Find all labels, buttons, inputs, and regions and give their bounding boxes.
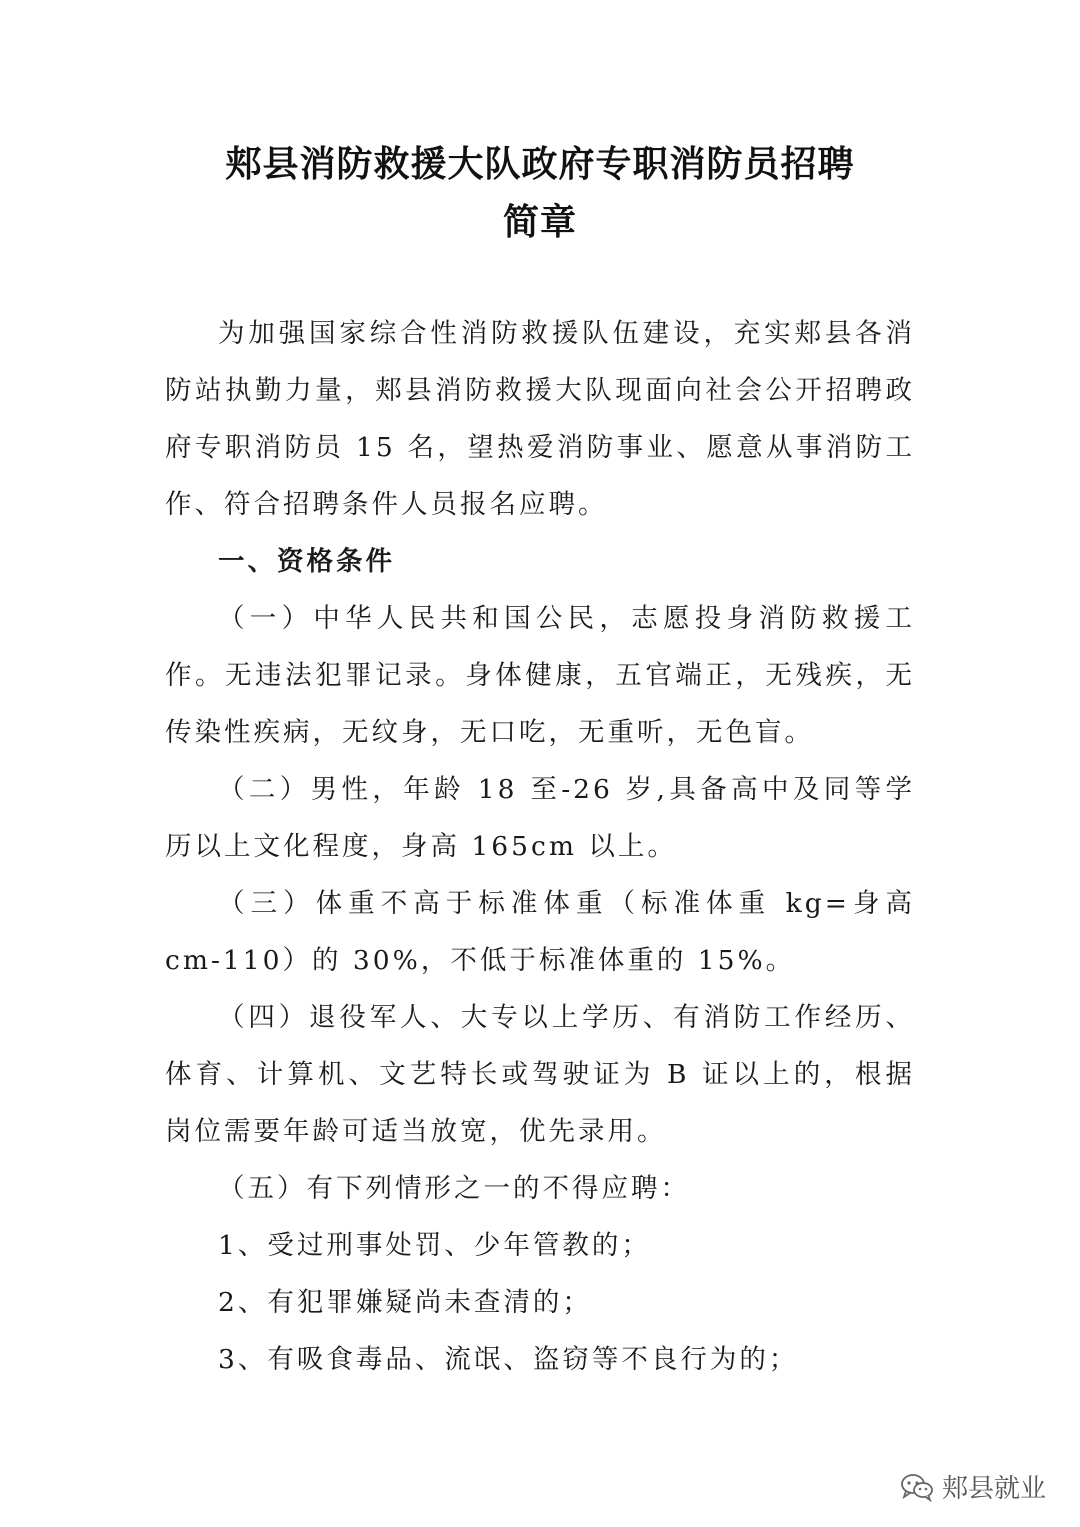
condition-item: （二）男性，年龄 18 至-26 岁,具备高中及同等学历以上文化程度，身高 165cm 以上。 [165,774,915,862]
document-body [165,305,915,1388]
intro-paragraph: 为加强国家综合性消防救援队伍建设，充实郏县各消防站执勤力量，郏县消防救援大队现面向社会公开招聘政府专职消防员 15 名，望热爱消防事业、愿意从事消防工作、符合招聘条件人员报名应聘。 [165,318,915,520]
condition-item: （五）有下列情形之一的不得应聘： [218,1173,690,1204]
watermark-text: 郏县就业 [941,1474,1046,1504]
document-title-line2: 简章 [502,202,577,243]
condition-item: （三）体重不高于标准体重（标准体重 kg=身高 cm-110）的 30%，不低于标准体重的 15%。 [165,888,915,976]
exclusion-item: 3、有吸食毒品、流氓、盗窃等不良行为的； [218,1344,799,1375]
exclusion-item: 2、有犯罪嫌疑尚未查清的； [218,1287,592,1318]
condition-item: （一）中华人民共和国公民，志愿投身消防救援工作。无违法犯罪记录。身体健康，五官端正，无残疾，无传染性疾病，无纹身，无口吃，无重听，无色盲。 [165,603,915,748]
condition-item: （四）退役军人、大专以上学历、有消防工作经历、体育、计算机、文艺特长或驾驶证为 B 证以上的，根据岗位需要年龄可适当放宽，优先录用。 [165,1002,915,1147]
document-title-line1: 郏县消防救援大队政府专职消防员招聘 [225,144,855,185]
exclusion-item: 1、受过刑事处罚、少年管教的； [218,1230,651,1261]
section-heading-qualifications: 一、资格条件 [218,546,395,577]
watermark [900,1468,1046,1505]
wechat-icon [900,1472,934,1502]
